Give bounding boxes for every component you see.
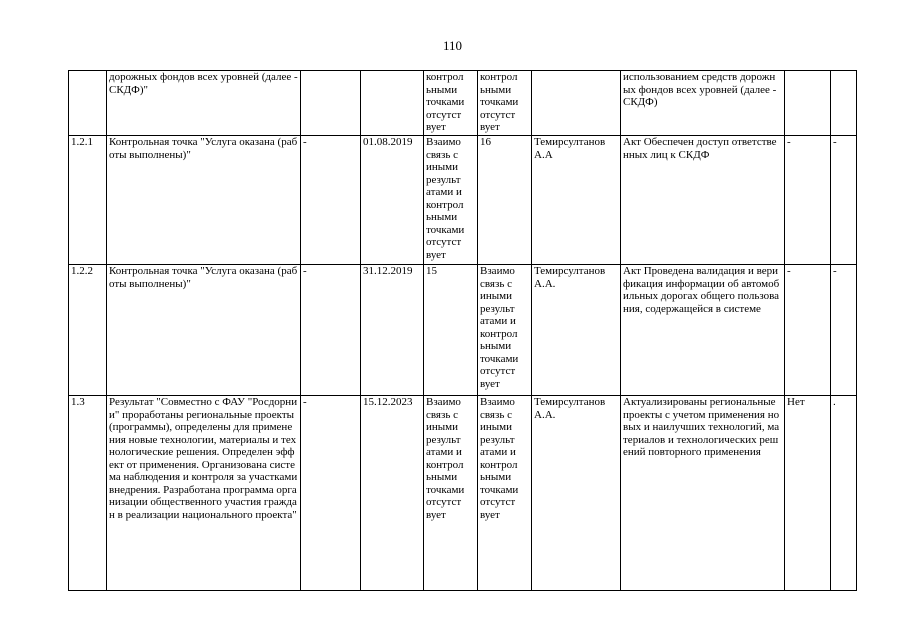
row-name: Контрольная точка "Услуга оказана (работы выполнены)" — [107, 136, 301, 265]
cell-link-a: Взаимо связь с иными результ атами и контрол ьными точками отсутст вует — [424, 396, 478, 591]
table-row — [69, 265, 857, 396]
row-number — [69, 71, 107, 136]
cell-responsible: Темирсултанов А.А. — [532, 396, 621, 591]
control-points-table — [68, 70, 857, 591]
cell-link-b: 16 — [478, 136, 532, 265]
table-row — [69, 396, 857, 591]
row-name: Результат "Совместно с ФАУ "Росдорнии" проработаны региональные проекты (программы), определены для применения новые технологии, материалы и технологические решения. Определен эффект от применения. Организована система наблюдения и контроля за участками внедрения. Разработана программа организации общественного участия граждан в реализации национального проекта" — [107, 396, 301, 591]
cell-c9 — [785, 71, 831, 136]
cell-c9: Нет — [785, 396, 831, 591]
cell-responsible — [532, 71, 621, 136]
page-number: 110 — [442, 38, 463, 53]
cell-result: Акт Обеспечен доступ ответственных лиц к СКДФ — [621, 136, 785, 265]
cell-c9: - — [785, 136, 831, 265]
cell-link-a: 15 — [424, 265, 478, 396]
cell-date — [361, 71, 424, 136]
cell-c10: . — [831, 396, 857, 591]
cell-result: использованием средств дорожных фондов всех уровней (далее - СКДФ) — [621, 71, 785, 136]
cell-start: - — [301, 265, 361, 396]
cell-link-b: Взаимо связь с иными результ атами и контрол ьными точками отсутст вует — [478, 396, 532, 591]
cell-c10: - — [831, 136, 857, 265]
row-name: Контрольная точка "Услуга оказана (работы выполнены)" — [107, 265, 301, 396]
cell-start: - — [301, 136, 361, 265]
cell-responsible: Темирсултанов А.А. — [532, 265, 621, 396]
row-number: 1.2.2 — [69, 265, 107, 396]
cell-link-a: контрол ьными точками отсутст вует — [424, 71, 478, 136]
row-number: 1.3 — [69, 396, 107, 591]
cell-link-b: Взаимо связь с иными результ атами и контрол ьными точками отсутст вует — [478, 265, 532, 396]
cell-date: 31.12.2019 — [361, 265, 424, 396]
cell-result: Акт Проведена валидация и верификация информации об автомобильных дорогах общего пользования, содержащейся в системе — [621, 265, 785, 396]
cell-result: Актуализированы региональные проекты с учетом применения новых и наилучших технологий, материалов и технологических решений повторного применения — [621, 396, 785, 591]
row-number: 1.2.1 — [69, 136, 107, 265]
cell-link-a: Взаимо связь с иными результ атами и контрол ьными точками отсутст вует — [424, 136, 478, 265]
cell-responsible: Темирсултанов А.А — [532, 136, 621, 265]
cell-start: - — [301, 396, 361, 591]
cell-start — [301, 71, 361, 136]
cell-link-b: контрол ьными точками отсутст вует — [478, 71, 532, 136]
cell-c9: - — [785, 265, 831, 396]
cell-date: 15.12.2023 — [361, 396, 424, 591]
cell-c10 — [831, 71, 857, 136]
row-name: дорожных фондов всех уровней (далее - СКДФ)" — [107, 71, 301, 136]
table-row — [69, 71, 857, 136]
cell-date: 01.08.2019 — [361, 136, 424, 265]
table-row — [69, 136, 857, 265]
cell-c10: - — [831, 265, 857, 396]
